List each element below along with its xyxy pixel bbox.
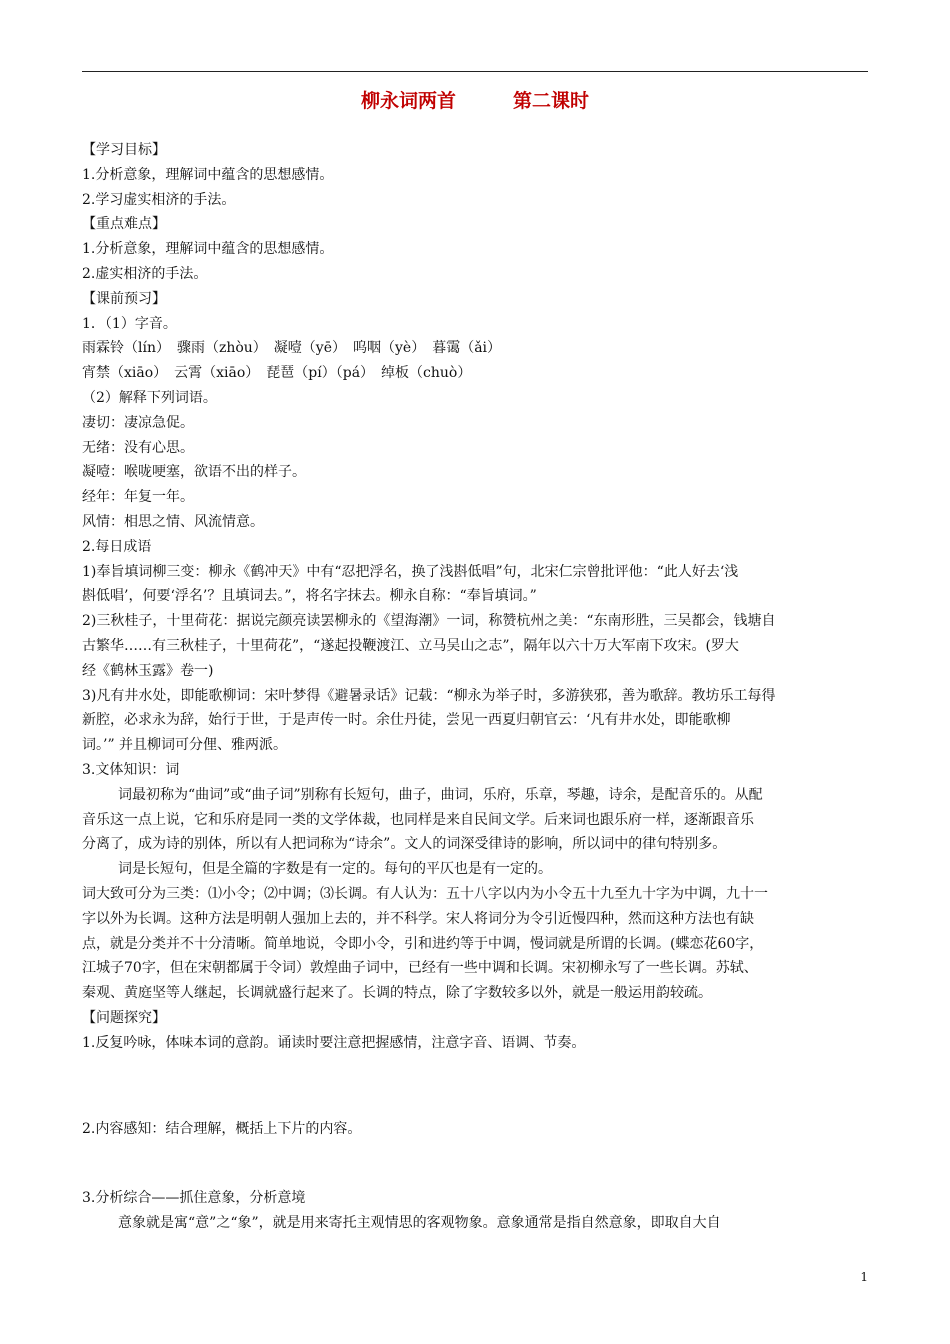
text-line: 凝噎：喉咙哽塞，欲语不出的样子。 bbox=[82, 464, 306, 481]
text-line: 【学习目标】 bbox=[82, 142, 166, 158]
text-line: 2.每日成语 bbox=[82, 538, 152, 555]
text-line: 宵禁（xiāo） 云霄（xiāo） 琵琶（pí）（pá） 绰板（chuò） bbox=[82, 365, 472, 382]
text-line: 词最初称为“曲词”或“曲子词”别称有长短句，曲子，曲词，乐府，乐章，琴趣，诗余，是配音乐的。从配 bbox=[118, 786, 763, 803]
text-line: 意象就是寓“意”之“象”，就是用来寄托主观情思的客观物象。意象通常是指自然意象，即取自大自 bbox=[118, 1215, 721, 1232]
text-line: 音乐这一点上说，它和乐府是同一类的文学体裁，也同样是来自民间文学。后来词也跟乐府一样，逐渐跟音乐 bbox=[82, 811, 754, 828]
text-line: 风情：相思之情、风流情意。 bbox=[82, 513, 264, 530]
text-line: 2.学习虚实相济的手法。 bbox=[82, 191, 236, 208]
text-line: 斟低唱’，何要‘浮名’？且填词去。”，将名字抹去。柳永自称：“奉旨填词。” bbox=[82, 588, 537, 605]
text-line: 新腔，必求永为辞，始行于世，于是声传一时。余仕丹徒，尝见一西夏归朝官云：‘凡有井水处，即能歌柳 bbox=[82, 712, 731, 729]
text-line: 经《鹤林玉露》卷一) bbox=[82, 662, 214, 679]
text-line: 江城子70字，但在宋朝都属于令词）敦煌曲子词中，已经有一些中调和长调。宋初柳永写了一些长调。苏轼、 bbox=[82, 960, 758, 977]
text-line: 1.分析意象，理解词中蕴含的思想感情。 bbox=[82, 241, 334, 258]
text-line: 古繁华……有三秋桂子，十里荷花”，“遂起投鞭渡江、立马吴山之志”，隔年以六十万大军南下攻宋。(罗大 bbox=[82, 637, 739, 654]
text-line: 1.反复吟咏，体味本词的意韵。诵读时要注意把握感情，注意字音、语调、节奏。 bbox=[82, 1034, 586, 1051]
text-line: 分离了，成为诗的别体，所以有人把词称为“诗余”。文人的词深受律诗的影响，所以词中的律句特别多。 bbox=[82, 836, 727, 853]
text-line: 词。’” 并且柳词可分俚、雅两派。 bbox=[82, 737, 288, 754]
text-line: 3.分析综合——抓住意象，分析意境 bbox=[82, 1190, 306, 1207]
text-line: 凄切：凄凉急促。 bbox=[82, 414, 194, 431]
text-line: 【问题探究】 bbox=[82, 1009, 166, 1026]
text-line: 3.文体知识：词 bbox=[82, 761, 180, 778]
text-line: 【课前预习】 bbox=[82, 290, 166, 307]
page-title: 柳永词两首 第二课时 bbox=[360, 90, 589, 112]
text-line: 词大致可分为三类：⑴小令；⑵中调；⑶长调。有人认为：五十八字以内为小令五十九至九十字为中调，九十一 bbox=[82, 885, 768, 902]
text-line: 字以外为长调。这种方法是明朝人强加上去的，并不科学。宋人将词分为令引近慢四种，然而这种方法也有缺 bbox=[82, 910, 754, 927]
text-line: 秦观、黄庭坚等人继起，长调就盛行起来了。长调的特点，除了字数较多以外，就是一般运用韵较疏。 bbox=[82, 985, 712, 1002]
page-number: 1 bbox=[860, 1270, 868, 1284]
text-line: 无绪：没有心思。 bbox=[82, 439, 194, 456]
text-line: 1.分析意象，理解词中蕴含的思想感情。 bbox=[82, 166, 334, 183]
text-line: 点，就是分类并不十分清晰。简单地说，令即小令，引和进约等于中调，慢词就是所谓的长调。(蝶恋花60字， bbox=[82, 935, 764, 952]
text-line: 【重点难点】 bbox=[82, 216, 166, 233]
text-line: 词是长短句，但是全篇的字数是有一定的。每句的平仄也是有一定的。 bbox=[118, 861, 552, 878]
text-line: 1)奉旨填词柳三变：柳永《鹤冲天》中有“忍把浮名，换了浅斟低唱”句，北宋仁宗曾批评他：“此人好去‘浅 bbox=[82, 563, 739, 580]
text-line: 2.内容感知：结合理解，概括上下片的内容。 bbox=[82, 1121, 362, 1138]
text-line: 3)凡有井水处，即能歌柳词：宋叶梦得《避暑录话》记载：“柳永为举子时，多游狭邪，善为歌辞。教坊乐工每得 bbox=[82, 687, 776, 704]
text-line: 经年：年复一年。 bbox=[82, 489, 194, 506]
header-rule bbox=[82, 71, 868, 72]
text-line: 2)三秋桂子，十里荷花：据说完颜亮读罢柳永的《望海潮》一词，称赞杭州之美：“东南形胜，三吴都会，钱塘自 bbox=[82, 613, 776, 630]
text-line: （2）解释下列词语。 bbox=[82, 389, 217, 406]
document-body bbox=[82, 138, 868, 1236]
text-line: 1．（1）字音。 bbox=[82, 315, 177, 332]
text-line: 雨霖铃（lín） 骤雨（zhòu） 凝噎（yē） 呜咽（yè） 暮霭（ǎi） bbox=[82, 340, 502, 357]
text-line: 2.虚实相济的手法。 bbox=[82, 265, 208, 282]
